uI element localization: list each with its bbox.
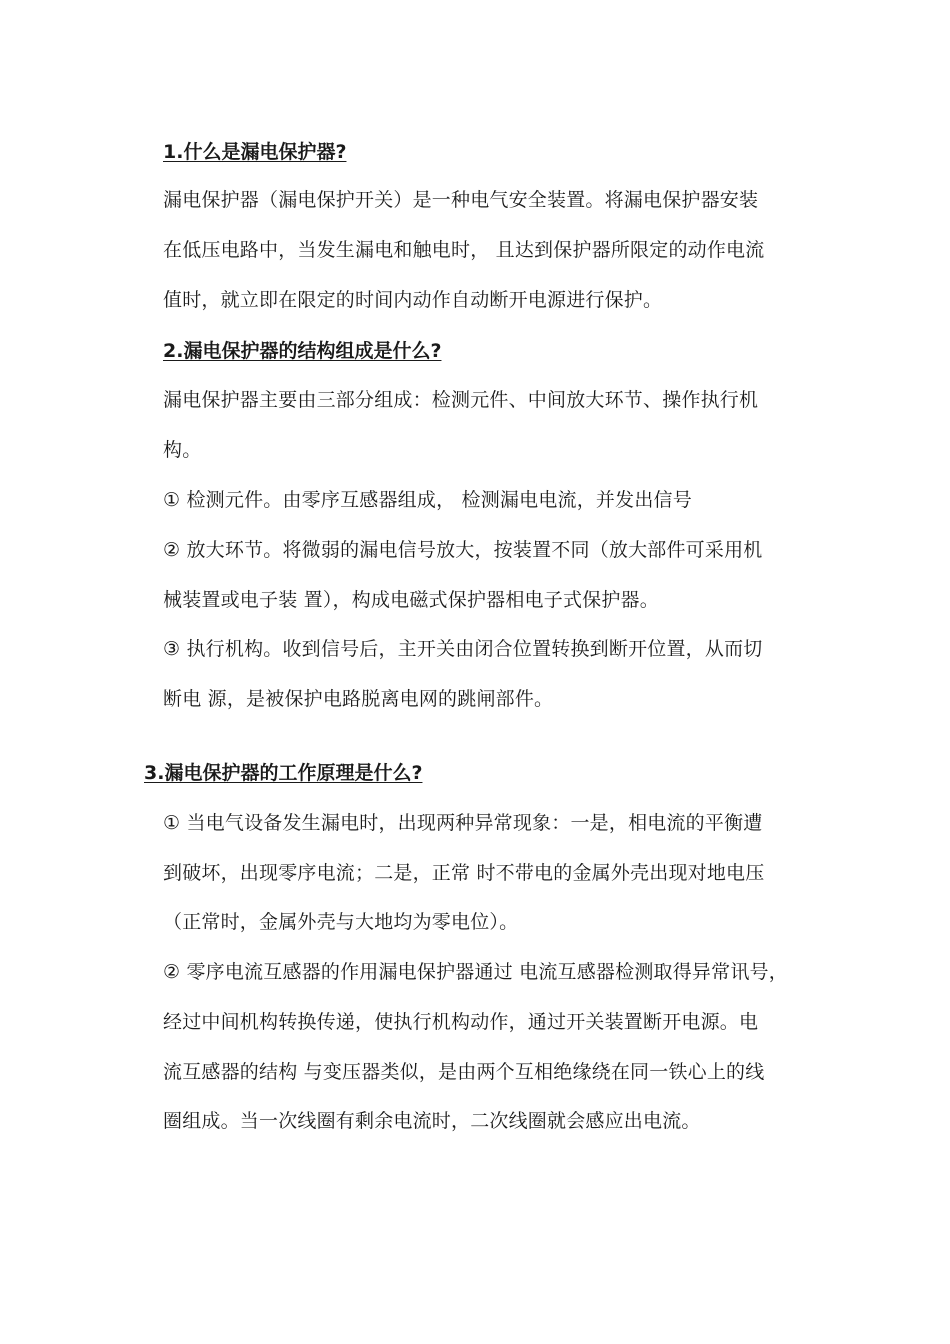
section-2-line-3: ① 检测元件。由零序互感器组成， 检测漏电电流，并发出信号 [163,489,692,511]
section-1-heading: 1.什么是漏电保护器? [163,141,347,163]
section-3-line-1: ① 当电气设备发生漏电时，出现两种异常现象：一是，相电流的平衡遭 [163,812,763,834]
section-3-line-5: 经过中间机构转换传递，使执行机构动作，通过开关装置断开电源。电 [163,1011,759,1033]
section-1-line-3: 值时，就立即在限定的时间内动作自动断开电源进行保护。 [163,289,663,311]
section-2-line-6: ③ 执行机构。收到信号后，主开关由闭合位置转换到断开位置，从而切 [163,638,763,660]
section-2-line-4: ② 放大环节。将微弱的漏电信号放大，按装置不同（放大部件可采用机 [163,539,763,561]
section-1-line-2: 在低压电路中，当发生漏电和触电时， 且达到保护器所限定的动作电流 [163,239,765,261]
section-2-line-2: 构。 [163,439,202,461]
section-3-line-3: （正常时，金属外壳与大地均为零电位）。 [163,911,519,933]
section-2-line-7: 断电 源，是被保护电路脱离电网的跳闸部件。 [163,688,554,710]
section-3-heading: 3.漏电保护器的工作原理是什么? [144,762,423,784]
section-2-heading: 2.漏电保护器的结构组成是什么? [163,340,442,362]
section-2-line-1: 漏电保护器主要由三部分组成：检测元件、中间放大环节、操作执行机 [163,389,759,411]
section-3-line-4: ② 零序电流互感器的作用漏电保护器通过 电流互感器检测取得异常讯号， [163,961,788,983]
section-2-line-5: 械装置或电子装 置），构成电磁式保护器相电子式保护器。 [163,589,659,611]
section-3-line-7: 圈组成。当一次线圈有剩余电流时，二次线圈就会感应出电流。 [163,1110,701,1132]
section-1-line-1: 漏电保护器（漏电保护开关）是一种电气安全装置。将漏电保护器安装 [163,189,759,211]
section-3-line-2: 到破坏，出现零序电流；二是，正常 时不带电的金属外壳出现对地电压 [163,862,765,884]
section-3-line-6: 流互感器的结构 与变压器类似，是由两个互相绝缘绕在同一铁心上的线 [163,1061,765,1083]
